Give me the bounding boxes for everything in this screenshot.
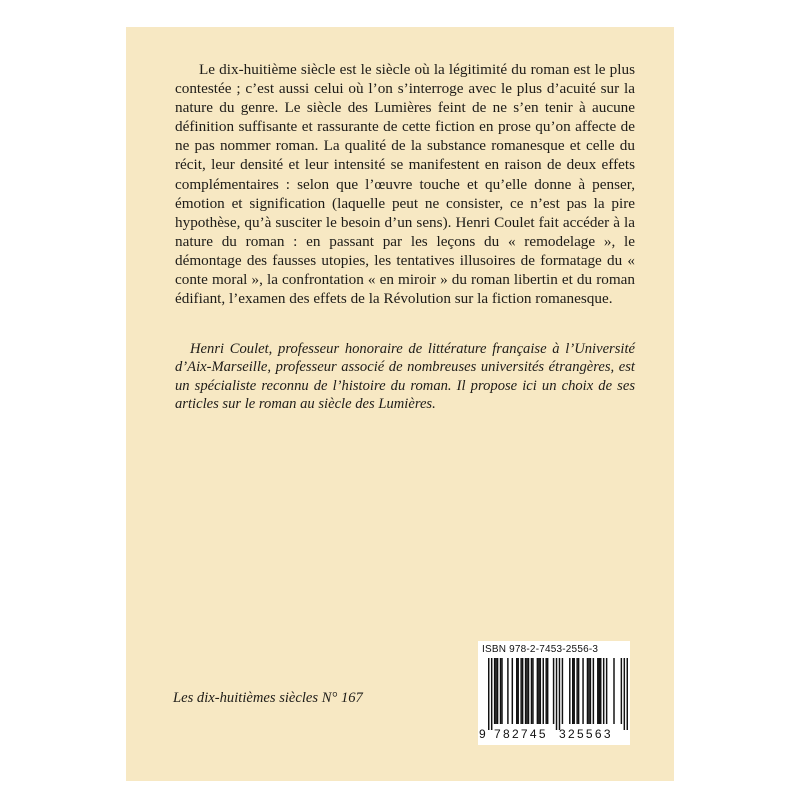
barcode-bar [545,658,546,724]
barcode-bar [507,658,508,724]
barcode-bar [491,658,492,730]
barcode-bar [520,658,521,724]
barcode-bar [537,658,538,724]
barcode-bar [547,658,548,724]
barcode-bar [572,658,573,724]
barcode-bar [526,658,527,724]
barcode-bar [559,658,560,730]
barcode-bar [597,658,598,724]
barcode-bar [624,658,625,730]
barcode-bar [501,658,502,724]
book-summary: Le dix-huitième siècle est le siècle où la légitimité du roman est le plus contestée ; c’est aussi celui où l’on s’interroge avec le plus d’acuité sur la nature du genre. Le siècle des Lumières feint de ne s’en tenir à aucune définition suffisante et rassurante de cette fiction en prose qu’on affecte de ne pas nommer roman. La qualité de la substance romanesque et celle du récit, leur densité et leur intensité se manifestent en raison de deux effets complémentaires : selon que l’œuvre touche et qu’elle donne à penser, émotion et signification (laquelle peut ne consister, ce n’est pas la pire hypothèse, qu’à susciter le besoin d’un sens). Henri Coulet fait accéder à la nature du roman : en passant par les leçons du « remodelage », le démontage des fausses utopies, les tentatives illusoires de formatage du « conte moral », la confrontation « en miroir » du roman libertin et du roman édifiant, l’examen des effets de la Révolution sur la fiction romanesque. [175,61,635,308]
author-bio: Henri Coulet, professeur honoraire de littérature française à l’Université d’Aix-Marseille, professeur associé de nombreuses universités étrangères, est un spécialiste reconnu de l’histoire du roman. Il propose ici un choix de ses articles sur le roman au siècle des Lumières. [175,341,635,412]
barcode-bar [494,658,495,724]
barcode-bar [613,658,614,724]
barcode-bar [606,658,607,724]
ean-left-digits: 782745 [494,727,548,741]
barcode-bar [538,658,539,724]
barcode-bar [627,658,628,730]
barcode-bar [556,658,557,730]
barcode-bar [512,658,513,724]
barcode-bar [600,658,601,724]
barcode-bar [500,658,501,724]
barcode-bar [562,658,563,724]
barcode-bar [582,658,583,724]
barcode-panel [478,641,630,745]
barcode-bar [569,658,570,724]
barcode-bar [497,658,498,724]
barcode-bar [532,658,533,724]
barcode-bar [543,658,544,724]
barcode-bar [587,658,588,724]
barcode-icon [488,658,628,730]
barcode-bar [578,658,579,724]
barcode-bar [531,658,532,724]
ean-first-digit: 9 [479,727,486,741]
barcode-bar [495,658,496,724]
barcode-bar [516,658,517,724]
barcode-bar [553,658,554,724]
barcode-bar [590,658,591,724]
barcode-bar [517,658,518,724]
back-cover [126,27,674,781]
barcode-bar [488,658,489,730]
series-title: Les dix-huitièmes siècles N° 167 [173,690,363,706]
barcode-bar [588,658,589,724]
barcode-bar [621,658,622,724]
barcode-bar [593,658,594,724]
barcode-bar [599,658,600,724]
barcode-bar [573,658,574,724]
ean-right-digits: 325563 [559,727,613,741]
barcode-bar [528,658,529,724]
barcode-bar [576,658,577,724]
isbn-label: ISBN 978-2-7453-2556-3 [482,644,599,655]
barcode-bar [522,658,523,724]
barcode-bar [540,658,541,724]
barcode-bar [603,658,604,724]
barcode-bar [525,658,526,724]
